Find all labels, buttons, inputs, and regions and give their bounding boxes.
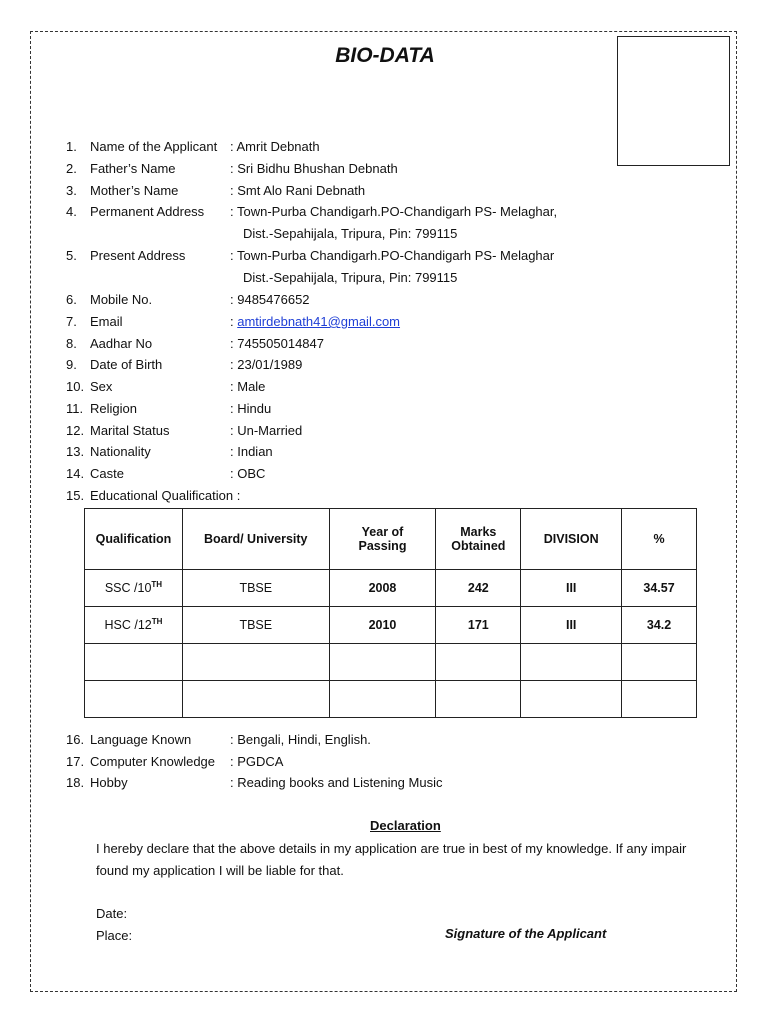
- cell-division: III: [521, 570, 622, 607]
- field-number: 2.: [66, 161, 77, 176]
- field-number: 5.: [66, 248, 77, 263]
- declaration-title: Declaration: [370, 818, 441, 833]
- education-table: [84, 508, 697, 718]
- field-label: Aadhar No: [90, 336, 153, 351]
- cell-percent: 34.2: [622, 607, 697, 644]
- cell-board: TBSE: [182, 570, 329, 607]
- field-number: 13.: [66, 444, 85, 459]
- field-value: : Un-Married: [230, 423, 303, 438]
- table-row: [85, 570, 697, 607]
- field-number: 1.: [66, 139, 77, 154]
- cell-board: TBSE: [182, 607, 329, 644]
- field-value: : Male: [230, 379, 266, 394]
- present-address-line-2: Dist.-Sepahijala, Tripura, Pin: 799115: [243, 270, 458, 285]
- field-number: 9.: [66, 357, 77, 372]
- field-value: : Smt Alo Rani Debnath: [230, 183, 366, 198]
- field-value: : Town-Purba Chandigarh.PO-Chandigarh PS- Melaghar: [230, 248, 555, 263]
- field-label: Date of Birth: [90, 357, 163, 372]
- header-board: Board/ University: [182, 509, 329, 570]
- email-link[interactable]: amtirdebnath41@gmail.com: [237, 314, 401, 329]
- field-value: : Bengali, Hindi, English.: [230, 732, 371, 747]
- cell-percent: 34.57: [622, 570, 697, 607]
- field-label: Computer Knowledge: [90, 754, 216, 769]
- field-value: : OBC: [230, 466, 266, 481]
- table-row-empty: [85, 644, 697, 681]
- field-label: Present Address: [90, 248, 186, 263]
- cell-qualification: HSC /12TH: [85, 607, 183, 644]
- field-label: Hobby: [90, 775, 128, 790]
- field-number: 16.: [66, 732, 85, 747]
- field-number: 8.: [66, 336, 77, 351]
- header-division: DIVISION: [521, 509, 622, 570]
- field-label: Mobile No.: [90, 292, 153, 307]
- table-row-empty: [85, 681, 697, 718]
- cell-marks: 242: [436, 570, 521, 607]
- table-header-row: [85, 509, 697, 570]
- field-number: 6.: [66, 292, 77, 307]
- field-label: Father’s Name: [90, 161, 176, 176]
- header-qualification: Qualification: [85, 509, 183, 570]
- field-number: 10.: [66, 379, 85, 394]
- field-number: 7.: [66, 314, 77, 329]
- field-value: : Indian: [230, 444, 273, 459]
- field-label: Nationality: [90, 444, 151, 459]
- field-label: Marital Status: [90, 423, 170, 438]
- cell-year: 2010: [329, 607, 436, 644]
- field-value: : 23/01/1989: [230, 357, 303, 372]
- field-label: Email: [90, 314, 123, 329]
- field-label: Name of the Applicant: [90, 139, 218, 154]
- header-marks: Marks Obtained: [436, 509, 521, 570]
- field-value: : Sri Bidhu Bhushan Debnath: [230, 161, 398, 176]
- field-value: : Reading books and Listening Music: [230, 775, 443, 790]
- cell-qualification: SSC /10TH: [85, 570, 183, 607]
- field-value: : PGDCA: [230, 754, 284, 769]
- field-label: Sex: [90, 379, 113, 394]
- header-year: Year of Passing: [329, 509, 436, 570]
- field-label: Language Known: [90, 732, 192, 747]
- field-value: : 745505014847: [230, 336, 324, 351]
- field-number: 4.: [66, 204, 77, 219]
- place-label: Place:: [96, 928, 133, 943]
- field-number: 15.: [66, 488, 85, 503]
- document-title: BIO-DATA: [335, 44, 435, 67]
- field-label: Educational Qualification :: [90, 488, 241, 503]
- field-number: 14.: [66, 466, 85, 481]
- field-number: 3.: [66, 183, 77, 198]
- field-number: 17.: [66, 754, 85, 769]
- field-label: Religion: [90, 401, 137, 416]
- field-label: Caste: [90, 466, 124, 481]
- cell-year: 2008: [329, 570, 436, 607]
- declaration-text: I hereby declare that the above details in my application are true in best of my knowledge. If any impair found my application I will be liable for that.: [96, 841, 687, 878]
- field-value: : 9485476652: [230, 292, 310, 307]
- field-number: 12.: [66, 423, 85, 438]
- field-number: 18.: [66, 775, 85, 790]
- field-number: 11.: [66, 401, 84, 416]
- field-value: : Amrit Debnath: [230, 139, 320, 154]
- cell-division: III: [521, 607, 622, 644]
- header-percent: %: [622, 509, 697, 570]
- field-label: Permanent Address: [90, 204, 205, 219]
- field-label: Mother’s Name: [90, 183, 179, 198]
- field-value: : Hindu: [230, 401, 272, 416]
- photo-placeholder: [617, 36, 730, 166]
- field-value: : amtirdebnath41@gmail.com: [230, 314, 401, 329]
- table-row: [85, 607, 697, 644]
- permanent-address-line-2: Dist.-Sepahijala, Tripura, Pin: 799115: [243, 226, 458, 241]
- cell-marks: 171: [436, 607, 521, 644]
- signature-label: Signature of the Applicant: [445, 926, 607, 941]
- field-value: : Town-Purba Chandigarh.PO-Chandigarh PS- Melaghar,: [230, 204, 558, 219]
- date-label: Date:: [96, 906, 128, 921]
